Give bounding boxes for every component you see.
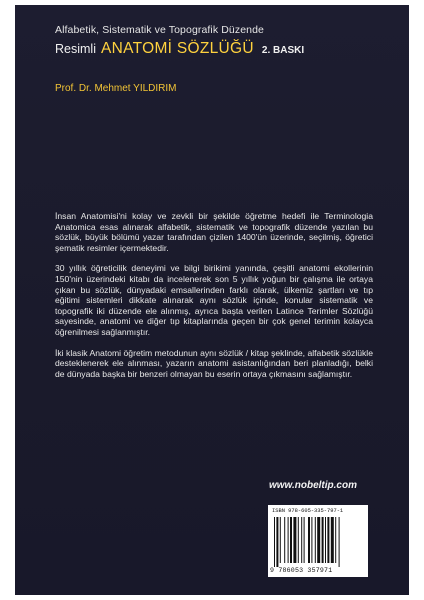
blurb-paragraph-1: İnsan Anatomisi'ni kolay ve zevkli bir şekilde öğretme hedefi ile Terminologia Anatomica esas alınarak alfabetik, sistematik ve topografik düzende yazılan bu sözlük, büyük bölümü yazar tarafından çizilen 1400'ün üzerinde, seçilmiş, öğretici şematik resimler içermektedir. [55,211,373,253]
edition-label: 2. BASKI [261,45,305,56]
barcode-bar [331,517,334,563]
barcode-bar [315,517,316,563]
publisher-website: www.nobeltip.com [269,480,357,491]
barcode-bar [280,517,281,563]
barcode-bar [339,517,340,567]
barcode-bar [284,517,285,563]
barcode-bar [288,517,289,563]
blurb-paragraph-3: İki klasik Anatomi öğretim metodunun aynı sözlük / kitap şeklinde, alfabetik sözlükle desteklenerek ele alınması, yazarın anatomi asistanlığından beri planladığı, belki de dünyada başka bir benzeri olmayan bu eserin ortaya çıkmasını sağlamıştır. [55,347,373,379]
barcode-bar [311,517,312,563]
title-main: ANATOMİ SÖZLÜĞÜ [100,40,254,57]
barcode-bar [317,517,320,563]
book-title [55,40,304,58]
barcode-area [268,505,368,577]
isbn-label: ISBN 978-605-335-797-1 [272,508,344,514]
blurb-paragraph-2: 30 yıllık öğreticilik deneyimi ve bilgi birikimi yanında, çeşitli anatomi ekollerinin 150'nin üzerindeki kitabı da incelenerek son 5 yıllık yoğun bir çalışma ile ortaya çıkan bu sözlük, dünyadaki emsallerinden farklı olarak, ülkemiz şartları ve tıp eğitimi sistemleri dikkate alınarak aynı sözlük içinde, konular sistematik ve topografik iki düzende ele alınmış, ayrıca başta verilen Latince Terimler Sözlüğü sayesinde, anatomi ve diğer tıp kitaplarında geçen bir çok genel terimin kolayca öğrenilmesi sağlanmıştır. [55,263,373,337]
barcode-bar [327,517,329,563]
barcode-icon [274,517,362,567]
book-subtitle: Alfabetik, Sistematik ve Topografik Düzende [55,24,264,36]
back-cover [15,5,409,595]
author-name: Prof. Dr. Mehmet YILDIRIM [55,83,177,94]
barcode-bar [293,517,296,563]
barcode-bar [290,517,292,563]
barcode-bar [322,517,324,563]
title-prefix: Resimli [55,42,96,56]
blurb-text [55,211,373,389]
barcode-bar [298,517,299,563]
barcode-bar [335,517,336,563]
barcode-digits: 9 786053 357971 [270,567,333,574]
barcode-bar [325,517,326,563]
barcode-bar [301,517,302,563]
barcode-bar [304,517,305,563]
barcode-bar [308,517,310,563]
barcode-bar [274,517,275,567]
barcode-bar [276,517,278,567]
